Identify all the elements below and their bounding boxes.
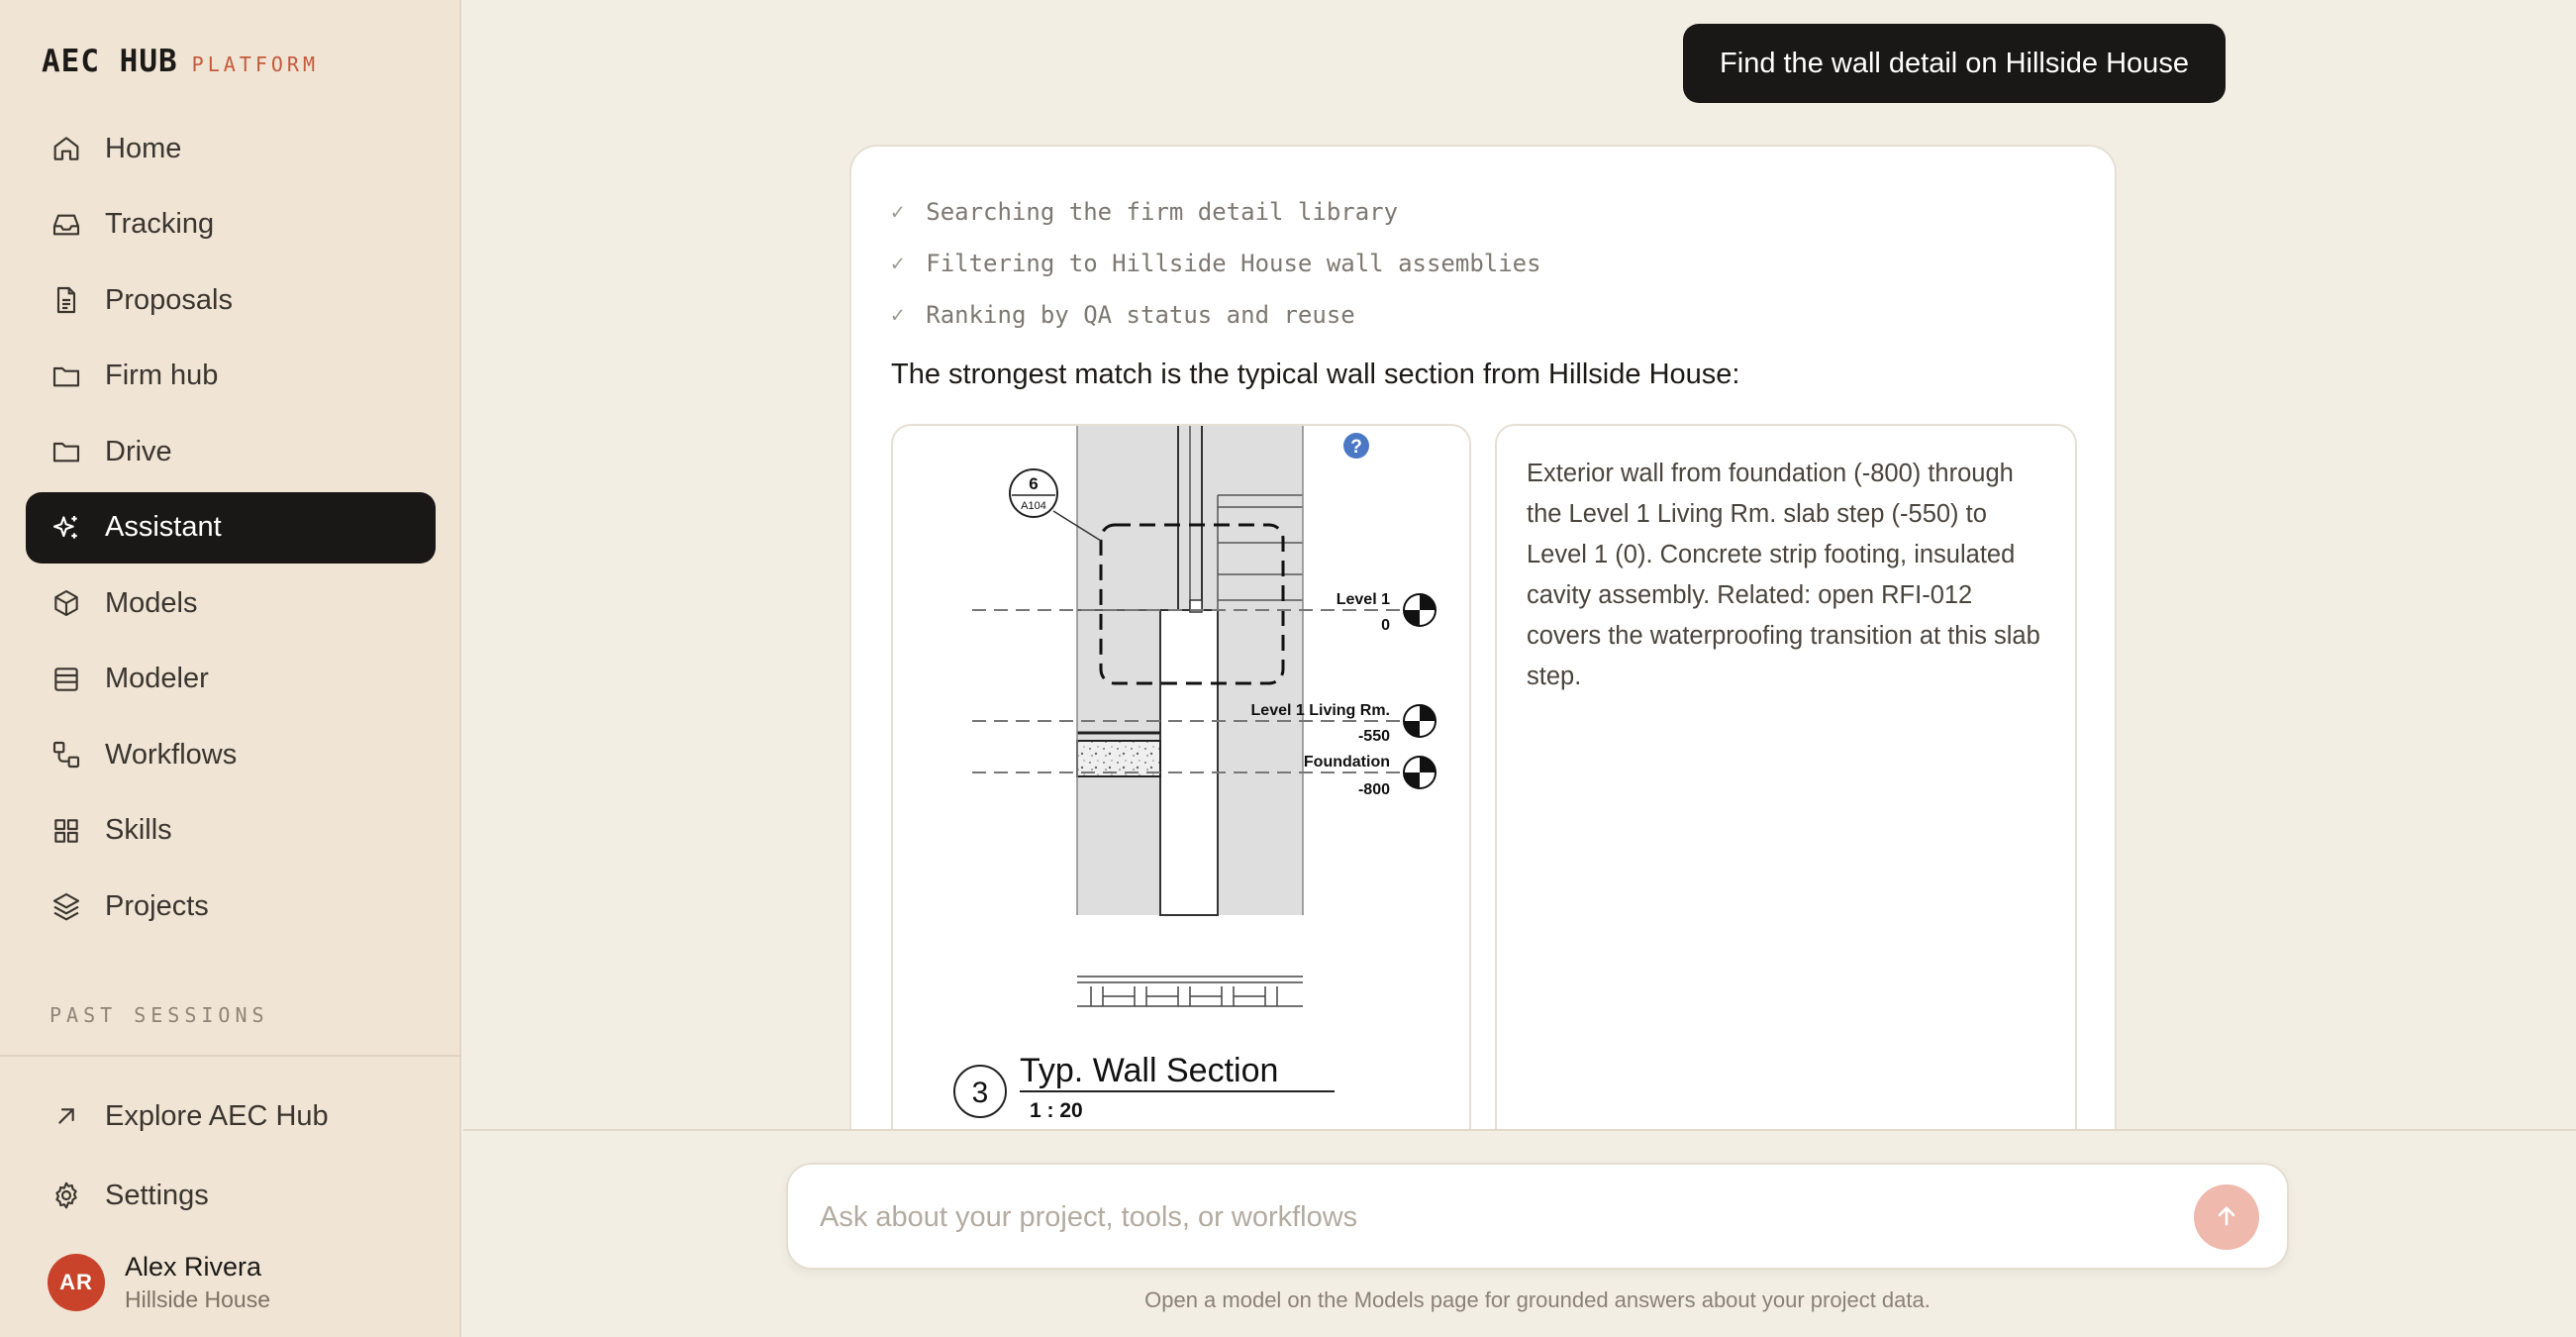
gear-icon <box>50 1179 83 1212</box>
level-name: Level 1 <box>1336 591 1390 608</box>
sidebar-item-settings[interactable] <box>26 1159 436 1232</box>
level-marker-level-1 <box>1337 591 1436 634</box>
sidebar-item-label: Tracking <box>105 208 215 240</box>
callout-sheet: A104 <box>1021 500 1046 512</box>
level-value: 0 <box>1381 617 1390 634</box>
level-name: Foundation <box>1303 754 1390 771</box>
home-icon <box>50 132 83 165</box>
folder-icon <box>50 435 83 468</box>
check-icon: ✓ <box>891 302 905 328</box>
drawing-scale: 1 : 20 <box>1030 1099 1083 1122</box>
sidebar <box>0 0 461 1337</box>
sidebar-item-label: Proposals <box>105 283 233 316</box>
sidebar-item-label: Drive <box>105 435 172 467</box>
wall-core <box>1160 610 1218 915</box>
step-text: Filtering to Hillside House wall assemblies <box>926 250 1541 277</box>
sidebar-item-label: Settings <box>105 1179 209 1211</box>
reasoning-step <box>891 289 1541 341</box>
sidebar-item-label: Explore AEC Hub <box>105 1099 329 1132</box>
callout-number: 6 <box>1029 474 1039 493</box>
layers-table-icon <box>50 663 83 696</box>
user-message-bubble: Find the wall detail on Hillside House <box>1683 24 2226 103</box>
arrow-up-icon <box>2213 1202 2240 1233</box>
level-name: Level 1 Living Rm. <box>1250 702 1390 719</box>
main-nav <box>26 113 436 947</box>
brand-tagline: PLATFORM <box>191 52 319 76</box>
bottom-nav <box>26 1080 436 1238</box>
sidebar-item-firm-hub[interactable] <box>26 341 436 412</box>
level-value: -550 <box>1357 728 1390 745</box>
brand-name: AEC HUB <box>42 44 178 79</box>
chat-composer <box>786 1163 2289 1270</box>
detail-description-panel <box>1495 424 2077 1137</box>
sidebar-item-tracking[interactable] <box>26 189 436 260</box>
sidebar-item-label: Projects <box>105 889 209 922</box>
reasoning-step <box>891 238 1541 289</box>
wall-section-drawing[interactable] <box>891 424 1471 1137</box>
detail-description: Exterior wall from foundation (-800) through the Level 1 Living Rm. slab step (-550) to Level 1 (0). Concrete strip footing, insulated cavity assembly. Related: open RFI-012 covers the waterproofing transition at this slab step. <box>1527 460 2040 690</box>
sidebar-item-label: Modeler <box>105 663 209 694</box>
cube-icon <box>50 586 83 620</box>
step-text: Ranking by QA status and reuse <box>926 301 1355 329</box>
ground-hatch <box>1077 977 1303 1006</box>
user-name: Alex Rivera <box>125 1252 262 1282</box>
sidebar-item-skills[interactable] <box>26 795 436 867</box>
workflow-icon <box>50 738 83 771</box>
sidebar-item-explore[interactable] <box>26 1080 436 1153</box>
avatar: AR <box>48 1254 105 1311</box>
brand-logo[interactable] <box>42 44 319 83</box>
arrow-up-right-icon <box>50 1099 83 1133</box>
send-button[interactable] <box>2194 1184 2259 1250</box>
reasoning-step <box>891 186 1541 238</box>
past-sessions-heading: PAST SESSIONS <box>50 1003 269 1027</box>
chat-input[interactable] <box>820 1192 2107 1242</box>
help-icon <box>1343 433 1369 459</box>
wall-section-svg <box>893 426 1471 1137</box>
sidebar-item-workflows[interactable] <box>26 719 436 790</box>
user-profile[interactable] <box>48 1250 270 1315</box>
folder-icon <box>50 360 83 393</box>
sidebar-item-modeler[interactable] <box>26 644 436 715</box>
sidebar-item-label: Skills <box>105 814 172 846</box>
sidebar-item-label: Home <box>105 132 182 164</box>
user-project: Hillside House <box>125 1286 271 1312</box>
sidebar-item-models[interactable] <box>26 567 436 639</box>
document-icon <box>50 283 83 317</box>
check-icon: ✓ <box>891 199 905 225</box>
assistant-answer-text: The strongest match is the typical wall section from Hillside House: <box>891 359 1740 390</box>
sidebar-item-label: Firm hub <box>105 360 219 391</box>
sidebar-item-label: Assistant <box>105 511 222 543</box>
svg-text:?: ? <box>1350 437 1362 458</box>
reasoning-steps <box>891 186 1541 341</box>
step-text: Searching the firm detail library <box>926 198 1399 226</box>
stack-icon <box>50 889 83 923</box>
title-number: 3 <box>971 1077 989 1109</box>
sidebar-item-label: Models <box>105 586 198 619</box>
sidebar-item-drive[interactable] <box>26 416 436 487</box>
sidebar-item-proposals[interactable] <box>26 264 436 336</box>
composer-hint: Open a model on the Models page for grounded answers about your project data. <box>1144 1287 1931 1312</box>
assistant-response-card <box>849 145 2117 1135</box>
check-icon: ✓ <box>891 251 905 276</box>
sidebar-divider <box>0 1055 461 1057</box>
level-marker-foundation <box>1304 754 1436 798</box>
sidebar-item-projects[interactable] <box>26 871 436 942</box>
sparkle-icon <box>50 511 83 545</box>
sidebar-item-label: Workflows <box>105 738 238 771</box>
grid-icon <box>50 814 83 848</box>
sidebar-item-assistant[interactable] <box>26 492 436 564</box>
drawing-title: Typ. Wall Section <box>1020 1052 1279 1089</box>
level-value: -800 <box>1357 781 1390 798</box>
gravel-fill <box>1077 741 1160 776</box>
sidebar-item-home[interactable] <box>26 113 436 184</box>
inbox-icon <box>50 208 83 242</box>
